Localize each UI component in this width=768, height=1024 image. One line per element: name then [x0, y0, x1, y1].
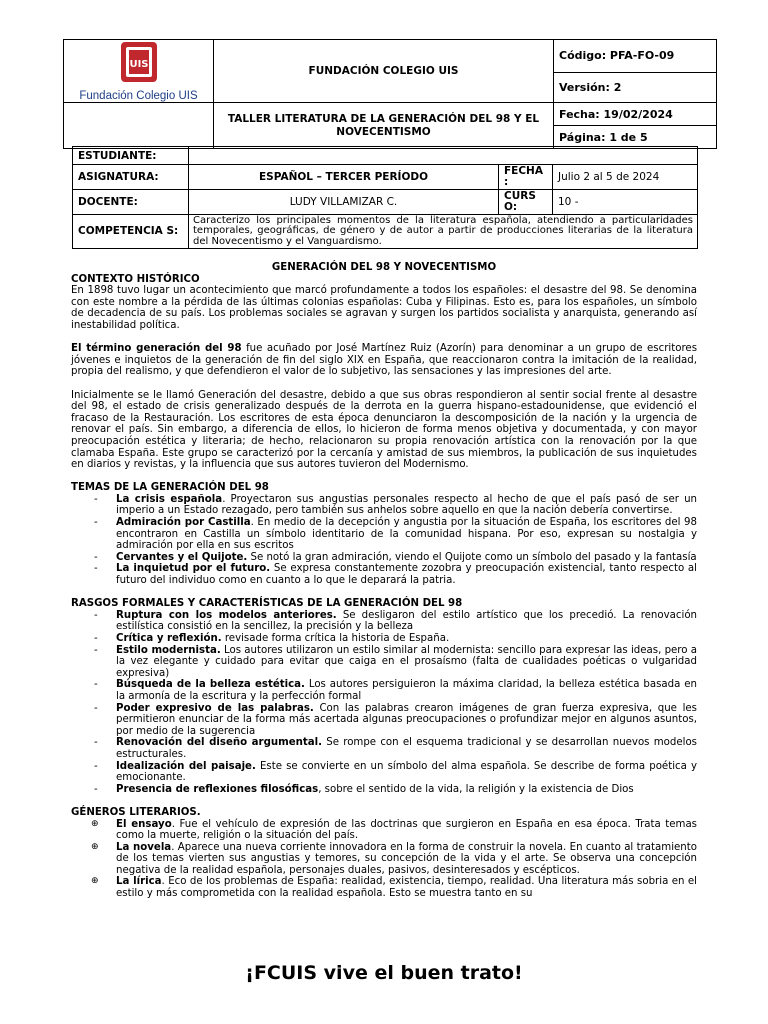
header-table [63, 39, 717, 149]
genres-list [71, 819, 697, 900]
doc-page: Página: 1 de 5 [554, 126, 717, 149]
logo-text: Fundación Colegio UIS [79, 90, 198, 102]
logo-cell [64, 40, 214, 103]
date-value: Julio 2 al 5 de 2024 [553, 165, 698, 190]
traits-list [71, 610, 697, 796]
main-title: GENERACIÓN DEL 98 Y NOVECENTISMO [271, 262, 497, 273]
list-item: - Crítica y reflexión. revisade forma crítica la historia de España. [71, 633, 697, 645]
list-item: - Ruptura con los modelos anteriores. Se desligaron del estilo artístico que los precedió. La renovación estilística consistió en la sencillez, la precisión y la belleza [71, 610, 697, 633]
themes-title: TEMAS DE LA GENERACIÓN DEL 98 [71, 482, 269, 494]
competence-value: Caracterizo los principales momentos de la literatura española, atendiendo a particularidades temporales, geográficas, de género y de autor a partir de producciones literarias de la literatura del Novecentismo y el Vanguardismo. [189, 215, 698, 249]
doc-title: TALLER LITERATURA DE LA GENERACIÓN DEL 98 Y EL NOVECENTISMO [214, 103, 554, 149]
term-paragraph [71, 343, 697, 378]
student-label: ESTUDIANTE: [73, 147, 189, 165]
term-text: fue acuñado por José Martínez Ruiz (Azorín) para denominar a un grupo de escritores jóvenes e inquietos de la generación de fin del siglo XIX en España, que reaccionaron contra la imitación de la realidad, propia del realismo, y que defendieron el valor de lo subjetivo, las sensaciones y las impresiones del arte. [71, 343, 697, 378]
doc-date: Fecha: 19/02/2024 [554, 103, 717, 126]
list-item: - Estilo modernista. Los autores utilizaron un estilo similar al modernista: sencillo para expresar las ideas, pero a la vez elegante y cuidado para evitar que caiga en el prosaísmo (falta de cualidades poéticas o vulgaridad expresiva) [71, 645, 697, 680]
genres-title: GÉNEROS LITERARIOS. [71, 806, 201, 818]
context-title: CONTEXTO HISTÓRICO [71, 273, 200, 285]
document-body [71, 262, 697, 900]
doc-version: Versión: 2 [554, 72, 717, 102]
student-field[interactable] [189, 147, 698, 165]
list-item: ⊕ El ensayo. Fue el vehículo de expresión de las doctrinas que surgieron en España en esa época. Trata temas como la muerte, religión o la situación del país. [71, 819, 697, 842]
list-item: ⊕ La lírica. Eco de los problemas de España: realidad, existencia, tiempo, realidad. Una literatura más sobria en el estilo y más comprometida con la realidad española. Esto se muestra tanto en su [71, 876, 697, 899]
list-item: - Presencia de reflexiones filosóficas, sobre el sentido de la vida, la religión y la existencia de Dios [71, 784, 697, 796]
list-item: - Idealización del paisaje. Este se convierte en un símbolo del alma española. Se describe de forma poética y emocionante. [71, 761, 697, 784]
list-item: - Poder expresivo de las palabras. Con las palabras crearon imágenes de gran fuerza expresiva, que les permitieron enunciar de la forma más acertada algunas preocupaciones o profundizar mejor en algunos asuntos, por medio de la sugerencia [71, 703, 697, 738]
info-table [72, 146, 698, 249]
course-label: CURS O: [499, 190, 553, 215]
school-logo-icon [117, 40, 161, 84]
footer-slogan: ¡FCUIS vive el buen trato! [245, 962, 523, 984]
teacher-label: DOCENTE: [73, 190, 189, 215]
teacher-value: LUDY VILLAMIZAR C. [189, 190, 499, 215]
list-item: - Cervantes y el Quijote. Se notó la gran admiración, viendo el Quijote como un símbolo del pasado y la fantasía [71, 552, 697, 564]
doc-code: Código: PFA-FO-09 [554, 40, 717, 73]
list-item: - Renovación del diseño argumental. Se rompe con el esquema tradicional y se desarrollan nuevos modelos estructurales. [71, 737, 697, 760]
list-item: - La inquietud por el futuro. Se expresa constantemente zozobra y preocupación existencial, tanto respecto al futuro del individuo como en cuanto a lo que le deparará la patria. [71, 563, 697, 586]
traits-title: RASGOS FORMALES Y CARACTERÍSTICAS DE LA GENERACIÓN DEL 98 [71, 598, 463, 610]
list-item: - La crisis española. Proyectaron sus angustias personales respecto al hecho de que el país pasó de ser un imperio a un Estado rezagado, pero también sus anhelos sobre aquello en que la nación debería convertirse. [71, 494, 697, 517]
date-label: FECHA : [499, 165, 553, 190]
subject-label: ASIGNATURA: [73, 165, 189, 190]
course-value: 10 - [553, 190, 698, 215]
logo-cell-lower [64, 103, 214, 149]
list-item: ⊕ La novela. Aparece una nueva corriente innovadora en la forma de construir la novela. En cuanto al tratamiento de los temas vierten sus angustias y temores, su concepción de la vida y el arte. Se observa una concepción negativa de la realidad española, personajes duales, pasivos, desinteresados y escépticos. [71, 842, 697, 877]
term-bold: El término generación del 98 [71, 343, 242, 355]
subject-value: ESPAÑOL – TERCER PERÍODO [189, 165, 499, 190]
context-paragraph: En 1898 tuvo lugar un acontecimiento que marcó profundamente a todos los españoles: el desastre del 98. Se denomina con este nombre a la pérdida de las últimas colonias españolas: Cuba y Filipinas. Esto es, para los españoles, un símbolo de decadencia de su país. Los problemas sociales se agravan y surgen los partidos socialista y anarquista, generando así inestabilidad política. [71, 285, 697, 331]
institution-name: FUNDACIÓN COLEGIO UIS [214, 40, 554, 103]
list-item: - Búsqueda de la belleza estética. Los autores persiguieron la máxima claridad, la belleza estética basada en la armonía de la escritura y la perfección formal [71, 679, 697, 702]
themes-list [71, 494, 697, 587]
initial-paragraph: Inicialmente se le llamó Generación del desastre, debido a que sus obras respondieron al sentir social frente al desastre del 98, el estado de crisis generalizado después de la derrota en la guerra hispano-estadounidense, que evidenció el fracaso de la Restauración. Los escritores de esta época denunciaron la descomposición de la nación y la urgencia de renovar el país. Sin embargo, a diferencia de ellos, lo hicieron de forma menos objetiva y documentada, y con mayor preocupación estética y literaria; de hecho, relacionaron su propia renovación artística con la renovación por la que clamaba España. Este grupo se caracterizó por la cercanía y amistad de sus miembros, la publicación de sus inquietudes en diarios y revistas, y la influencia que sus autores tuvieron del Modernismo. [71, 389, 697, 471]
list-item: - Admiración por Castilla. En medio de la decepción y angustia por la situación de España, los escritores del 98 encontraron en Castilla un símbolo identitario de la comunidad hispana. Por eso, expresan su nostalgia y admiración por ella en sus escritos [71, 517, 697, 552]
logo-mark-text: UIS [128, 59, 149, 70]
competence-label: COMPETENCIA S: [73, 215, 189, 249]
